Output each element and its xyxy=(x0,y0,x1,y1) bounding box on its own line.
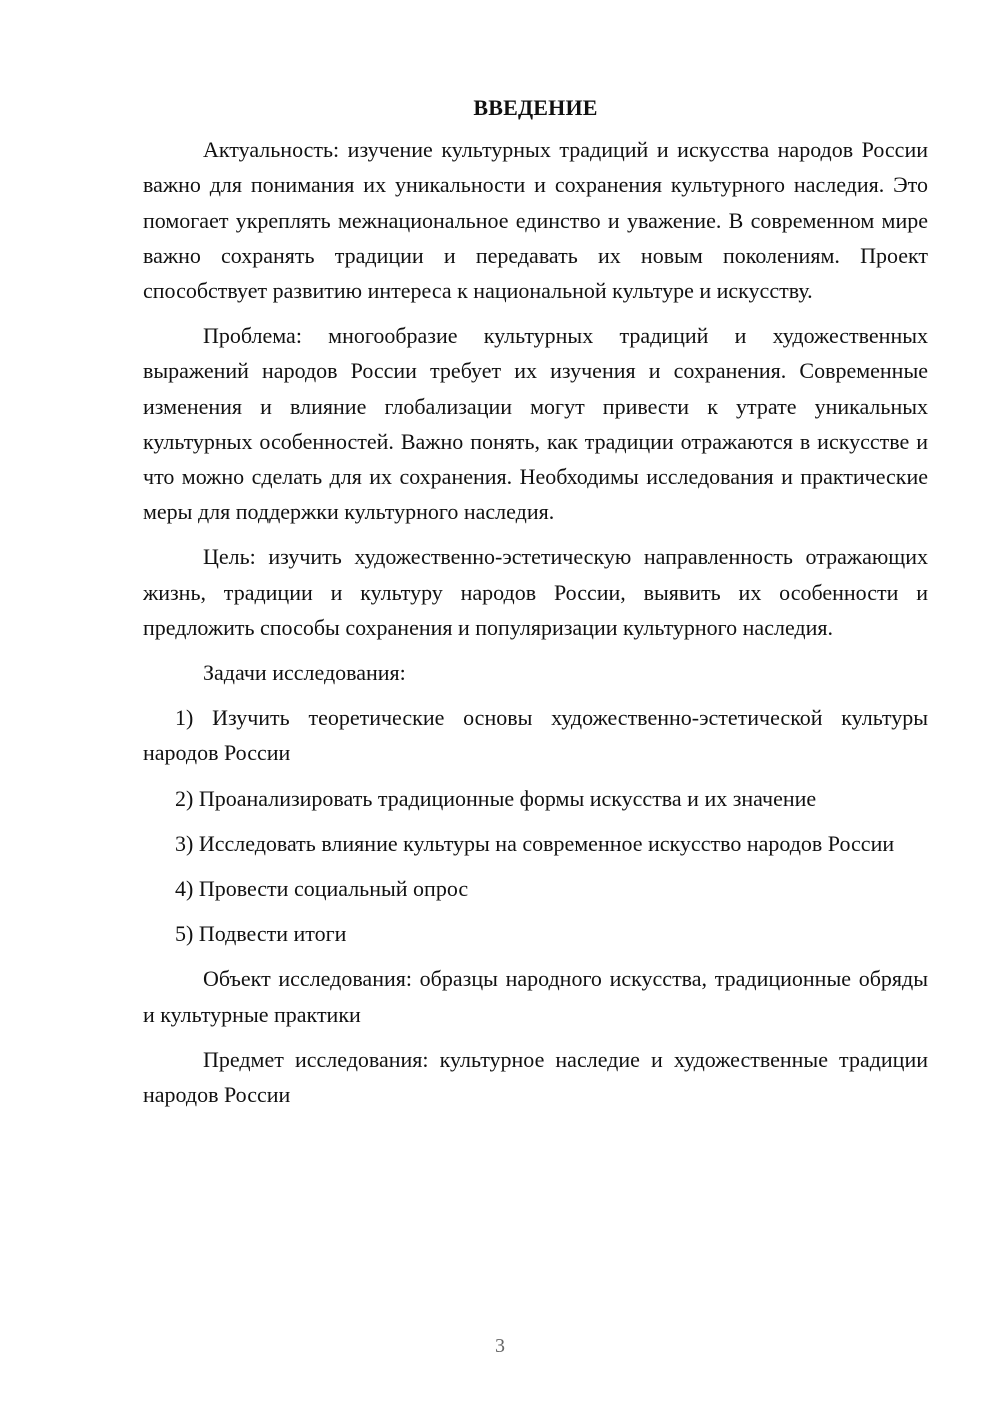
task-item-5: 5) Подвести итоги xyxy=(175,921,347,947)
subject-paragraph: Предмет исследования: культурное наследие и художественные традиции народов России xyxy=(143,1046,928,1108)
page-title: ВВЕДЕНИЕ xyxy=(473,95,598,120)
tasks-title: Задачи исследования: xyxy=(203,660,406,686)
document-body xyxy=(143,90,928,1122)
task-item-3: 3) Исследовать влияние культуры на современное искусство народов России xyxy=(175,830,895,856)
task-item-4: 4) Провести социальный опрос xyxy=(175,876,469,902)
problem-paragraph: Проблема: многообразие культурных традиций и художественных выражений народов России требует их изучения и сохранения. Современные изменения и влияние глобализации могут привести к утрате уникальных культурных особенностей. Важно понять, как традиции отражаются в искусстве и что можно сделать для их сохранения. Необходимы исследования и практические меры для поддержки культурного наследия. xyxy=(143,323,928,525)
object-paragraph: Объект исследования: образцы народного искусства, традиционные обряды и культурные практики xyxy=(143,966,928,1027)
goal-paragraph: Цель: изучить художественно-эстетическую направленность отражающих жизнь, традиции и культуру народов России, выявить их особенности и предложить способы сохранения и популяризации культурного наследия. xyxy=(143,544,928,640)
page-number: 3 xyxy=(495,1335,505,1357)
relevance-paragraph: Актуальность: изучение культурных традиций и искусства народов России важно для понимания их уникальности и сохранения культурного наследия. Это помогает укреплять межнациональное единство и уважение. В современном мире важно сохранять традиции и передавать их новым поколениям. Проект способствует развитию интереса к национальной культуре и искусству. xyxy=(143,137,928,304)
task-item-1: 1) Изучить теоретические основы художественно-эстетической культуры народов России xyxy=(143,705,928,766)
task-item-2: 2) Проанализировать традиционные формы искусства и их значение xyxy=(175,785,817,811)
